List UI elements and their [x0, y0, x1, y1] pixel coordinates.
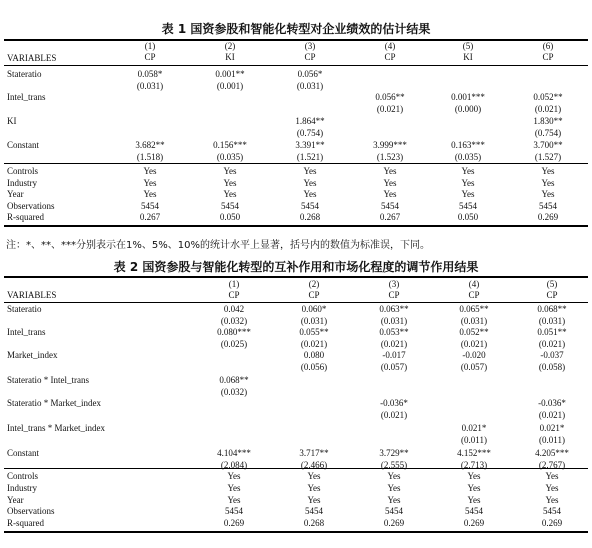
footer-cell: Yes — [541, 166, 555, 176]
footer-cell: 0.268 — [303, 518, 325, 528]
table-note: 注：*、**、***分别表示在1%、5%、10%的统计水平上显著，括号内的数值为标准误，下同。 — [6, 240, 430, 251]
footer-cell: Yes — [541, 178, 555, 188]
standard-error-cell: (1.521) — [296, 152, 324, 162]
column-number: (5) — [546, 279, 558, 289]
footer-cell: Yes — [307, 483, 321, 493]
coefficient-cell: 0.063** — [379, 304, 409, 314]
coefficient-cell: 3.999*** — [373, 140, 407, 150]
footer-cell: Yes — [303, 189, 317, 199]
row-label: Stateratio — [7, 69, 42, 79]
coefficient-cell: 0.068** — [219, 375, 249, 385]
footer-cell: 0.267 — [379, 212, 401, 222]
standard-error-cell: (0.031) — [296, 81, 324, 91]
footer-cell: Yes — [303, 166, 317, 176]
table-2-top-rule — [4, 276, 588, 278]
standard-error-cell: (0.031) — [300, 316, 328, 326]
footer-cell: Yes — [143, 178, 157, 188]
footer-cell: Yes — [307, 471, 321, 481]
column-number: (2) — [308, 279, 320, 289]
column-dependent-variable: CP — [308, 290, 320, 300]
coefficient-cell: -0.037 — [540, 350, 564, 360]
footer-row-label: Industry — [7, 483, 37, 493]
coefficient-cell: 0.056** — [375, 92, 405, 102]
column-number: (4) — [384, 41, 396, 51]
footer-row-label: Year — [7, 189, 24, 199]
standard-error-cell: (0.031) — [380, 316, 408, 326]
column-dependent-variable: CP — [388, 290, 400, 300]
coefficient-cell: 0.053** — [379, 327, 409, 337]
column-dependent-variable: CP — [384, 52, 396, 62]
standard-error-cell: (0.058) — [538, 362, 566, 372]
footer-cell: Yes — [461, 166, 475, 176]
footer-cell: Yes — [227, 471, 241, 481]
footer-cell: Yes — [303, 178, 317, 188]
row-label: Constant — [7, 140, 40, 150]
standard-error-cell: (0.754) — [296, 128, 324, 138]
column-number: (6) — [542, 41, 554, 51]
coefficient-cell: 4.205*** — [535, 448, 569, 458]
coefficient-cell: -0.036* — [380, 398, 408, 408]
standard-error-cell: (0.032) — [220, 316, 248, 326]
row-label: KI — [7, 116, 17, 126]
footer-cell: Yes — [545, 471, 559, 481]
coefficient-cell: 0.051** — [537, 327, 567, 337]
table-1-title: 表 1 国资参股和智能化转型对企业绩效的估计结果 — [161, 22, 431, 36]
column-number: (4) — [468, 279, 480, 289]
coefficient-cell: 0.021* — [461, 423, 487, 433]
footer-row-label: R-squared — [7, 518, 44, 528]
table-2-title: 表 2 国资参股与智能化转型的互补作用和市场化程度的调节作用结果 — [113, 260, 479, 274]
column-number: (1) — [144, 41, 156, 51]
footer-cell: Yes — [223, 189, 237, 199]
footer-cell: Yes — [387, 471, 401, 481]
footer-cell: Yes — [461, 178, 475, 188]
coefficient-cell: 1.864** — [295, 116, 325, 126]
footer-cell: Yes — [143, 166, 157, 176]
row-label: Stateratio * Intel_trans — [7, 375, 89, 385]
coefficient-cell: 0.042 — [223, 304, 245, 314]
coefficient-cell: 0.021* — [539, 423, 565, 433]
footer-cell: 0.269 — [537, 212, 559, 222]
footer-cell: 5454 — [385, 506, 403, 516]
coefficient-cell: 0.055** — [299, 327, 329, 337]
coefficient-cell: 0.080 — [303, 350, 325, 360]
standard-error-cell: (0.032) — [220, 387, 248, 397]
coefficient-cell: 3.391** — [295, 140, 325, 150]
column-dependent-variable: CP — [546, 290, 558, 300]
table-2-bottom-rule — [4, 531, 588, 533]
coefficient-cell: 0.001*** — [451, 92, 485, 102]
footer-cell: 0.050 — [219, 212, 241, 222]
row-label: Intel_trans * Market_index — [7, 423, 105, 433]
footer-cell: Yes — [223, 178, 237, 188]
footer-cell: Yes — [143, 189, 157, 199]
coefficient-cell: 0.058* — [137, 69, 163, 79]
table-2-header-rule — [4, 302, 588, 303]
column-dependent-variable: CP — [144, 52, 156, 62]
column-dependent-variable: CP — [542, 52, 554, 62]
standard-error-cell: (0.031) — [460, 316, 488, 326]
coefficient-cell: 4.152*** — [457, 448, 491, 458]
footer-cell: 0.267 — [139, 212, 161, 222]
coefficient-cell: -0.020 — [462, 350, 486, 360]
coefficient-cell: 0.056* — [297, 69, 323, 79]
footer-cell: Yes — [383, 166, 397, 176]
footer-cell: 0.269 — [223, 518, 245, 528]
footer-cell: Yes — [461, 189, 475, 199]
footer-row-label: Controls — [7, 166, 39, 176]
standard-error-cell: (0.056) — [300, 362, 328, 372]
standard-error-cell: (1.518) — [136, 152, 164, 162]
footer-cell: Yes — [227, 483, 241, 493]
coefficient-cell: 0.001** — [215, 69, 245, 79]
coefficient-cell: 3.717** — [299, 448, 329, 458]
row-label: Stateratio — [7, 304, 42, 314]
standard-error-cell: (0.001) — [216, 81, 244, 91]
standard-error-cell: (2.555) — [380, 460, 408, 470]
coefficient-cell: 3.682** — [135, 140, 165, 150]
row-label: Stateratio * Market_index — [7, 398, 101, 408]
footer-cell: Yes — [383, 178, 397, 188]
standard-error-cell: (0.754) — [534, 128, 562, 138]
standard-error-cell: (2.713) — [460, 460, 488, 470]
standard-error-cell: (0.057) — [380, 362, 408, 372]
column-number: (2) — [224, 41, 236, 51]
footer-cell: Yes — [387, 483, 401, 493]
column-number: (1) — [228, 279, 240, 289]
column-dependent-variable: KI — [463, 52, 473, 62]
footer-cell: Yes — [227, 495, 241, 505]
coefficient-cell: -0.017 — [382, 350, 406, 360]
footer-row-label: Year — [7, 495, 24, 505]
footer-cell: 5454 — [221, 201, 239, 211]
standard-error-cell: (0.021) — [534, 104, 562, 114]
footer-cell: Yes — [467, 483, 481, 493]
standard-error-cell: (1.527) — [534, 152, 562, 162]
standard-error-cell: (0.011) — [461, 435, 487, 445]
footer-cell: 5454 — [225, 506, 243, 516]
standard-error-cell: (0.035) — [454, 152, 482, 162]
coefficient-cell: 0.060* — [301, 304, 327, 314]
coefficient-cell: 0.080*** — [217, 327, 251, 337]
row-label: Market_index — [7, 350, 58, 360]
standard-error-cell: (0.021) — [538, 410, 566, 420]
standard-error-cell: (0.025) — [220, 339, 248, 349]
footer-cell: 0.268 — [299, 212, 321, 222]
footer-cell: 5454 — [465, 506, 483, 516]
footer-row-label: R-squared — [7, 212, 44, 222]
standard-error-cell: (0.011) — [539, 435, 565, 445]
coefficient-cell: 0.052** — [459, 327, 489, 337]
table-1-bottom-rule — [4, 225, 588, 227]
standard-error-cell: (0.021) — [380, 410, 408, 420]
row-label: Intel_trans — [7, 92, 46, 102]
coefficient-cell: 0.052** — [533, 92, 563, 102]
table-1-body-rule — [4, 163, 588, 164]
standard-error-cell: (2.466) — [300, 460, 328, 470]
column-dependent-variable: CP — [304, 52, 316, 62]
footer-row-label: Industry — [7, 178, 37, 188]
standard-error-cell: (2.767) — [538, 460, 566, 470]
standard-error-cell: (0.021) — [300, 339, 328, 349]
coefficient-cell: 0.156*** — [213, 140, 247, 150]
coefficient-cell: 3.700** — [533, 140, 563, 150]
footer-row-label: Observations — [7, 506, 55, 516]
footer-cell: 5454 — [141, 201, 159, 211]
footer-cell: 5454 — [305, 506, 323, 516]
coefficient-cell: 0.163*** — [451, 140, 485, 150]
standard-error-cell: (0.021) — [538, 339, 566, 349]
column-number: (5) — [462, 41, 474, 51]
column-number: (3) — [388, 279, 400, 289]
standard-error-cell: (0.057) — [460, 362, 488, 372]
column-dependent-variable: KI — [225, 52, 235, 62]
footer-cell: 5454 — [381, 201, 399, 211]
coefficient-cell: -0.036* — [538, 398, 566, 408]
footer-cell: 0.269 — [463, 518, 485, 528]
row-label: Intel_trans — [7, 327, 46, 337]
footer-cell: 0.269 — [541, 518, 563, 528]
footer-cell: Yes — [541, 189, 555, 199]
standard-error-cell: (0.035) — [216, 152, 244, 162]
column-dependent-variable: CP — [228, 290, 240, 300]
footer-cell: Yes — [467, 471, 481, 481]
column-dependent-variable: CP — [468, 290, 480, 300]
column-number: (3) — [304, 41, 316, 51]
table-1-variables-header: VARIABLES — [7, 53, 57, 63]
footer-cell: Yes — [467, 495, 481, 505]
coefficient-cell: 0.065** — [459, 304, 489, 314]
table-1-header-rule — [4, 65, 588, 66]
table-2-variables-header: VARIABLES — [7, 290, 57, 300]
footer-cell: Yes — [223, 166, 237, 176]
footer-cell: Yes — [545, 483, 559, 493]
footer-cell: 5454 — [301, 201, 319, 211]
standard-error-cell: (2.084) — [220, 460, 248, 470]
row-label: Constant — [7, 448, 40, 458]
footer-cell: Yes — [545, 495, 559, 505]
footer-cell: Yes — [307, 495, 321, 505]
footer-cell: 5454 — [539, 201, 557, 211]
footer-cell: 0.269 — [383, 518, 405, 528]
standard-error-cell: (0.031) — [136, 81, 164, 91]
footer-cell: 5454 — [543, 506, 561, 516]
footer-row-label: Observations — [7, 201, 55, 211]
footer-cell: 5454 — [459, 201, 477, 211]
standard-error-cell: (0.021) — [376, 104, 404, 114]
footer-cell: 0.050 — [457, 212, 479, 222]
footer-row-label: Controls — [7, 471, 39, 481]
coefficient-cell: 1.830** — [533, 116, 563, 126]
standard-error-cell: (0.021) — [380, 339, 408, 349]
footer-cell: Yes — [383, 189, 397, 199]
footer-cell: Yes — [387, 495, 401, 505]
coefficient-cell: 0.068** — [537, 304, 567, 314]
standard-error-cell: (0.021) — [460, 339, 488, 349]
coefficient-cell: 3.729** — [379, 448, 409, 458]
coefficient-cell: 4.104*** — [217, 448, 251, 458]
standard-error-cell: (0.000) — [454, 104, 482, 114]
standard-error-cell: (1.523) — [376, 152, 404, 162]
standard-error-cell: (0.031) — [538, 316, 566, 326]
